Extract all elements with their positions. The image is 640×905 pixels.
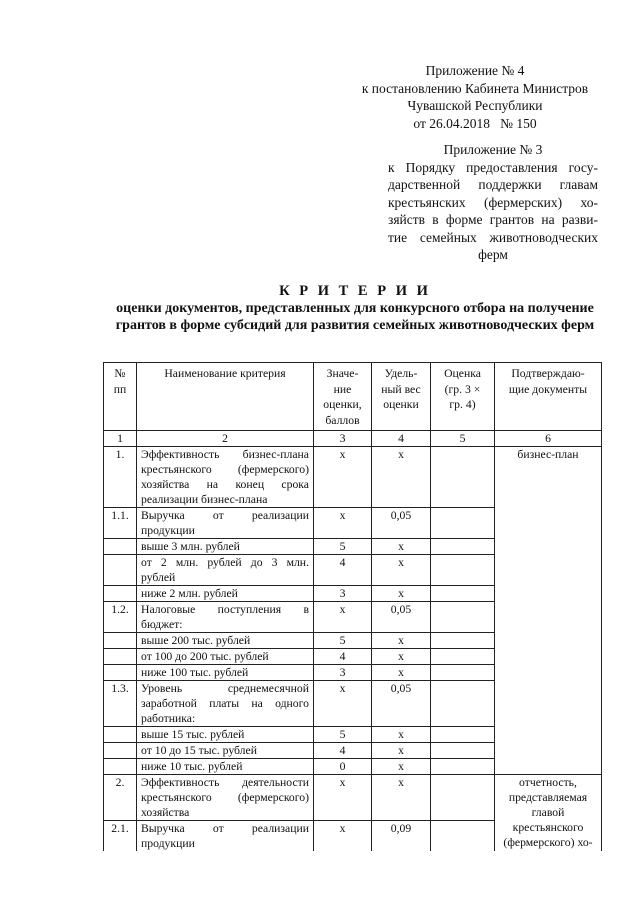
row-score: [431, 821, 495, 852]
row-weight: 0,09: [372, 821, 431, 852]
row-value: x: [314, 681, 372, 727]
row-weight: x: [372, 759, 431, 775]
row-value: x: [314, 775, 372, 821]
row-name: Налоговые поступления в бюджет:: [137, 602, 314, 633]
row-score: [431, 727, 495, 743]
row-num: [104, 665, 137, 681]
row-value: 5: [314, 727, 372, 743]
row-num: [104, 633, 137, 649]
row-weight: x: [372, 447, 431, 508]
row-weight: x: [372, 775, 431, 821]
row-weight: x: [372, 586, 431, 602]
row-weight: x: [372, 743, 431, 759]
appendix-3-last-line: ферм: [478, 247, 508, 262]
row-docs: отчетность, представляемая главой крестьянского (фермерского) хо-: [495, 775, 602, 852]
row-num: [104, 555, 137, 586]
row-num: 1.: [104, 447, 137, 508]
row-name: ниже 2 млн. рублей: [137, 586, 314, 602]
row-weight: x: [372, 633, 431, 649]
column-number: 5: [431, 431, 495, 447]
row-name: Выручка от реализации продукции: [137, 508, 314, 539]
appendix-3-line: дарственной поддержки главам: [388, 177, 598, 192]
appendix-4-line-2: Чувашской Республики: [407, 98, 543, 113]
row-weight: 0,05: [372, 681, 431, 727]
row-weight: x: [372, 665, 431, 681]
header-weight: Удель- ный вес оценки: [372, 363, 431, 431]
row-value: x: [314, 821, 372, 852]
row-num: [104, 649, 137, 665]
row-weight: x: [372, 555, 431, 586]
row-weight: x: [372, 727, 431, 743]
row-name: от 10 до 15 тыс. рублей: [137, 743, 314, 759]
appendix-3-line: к Порядку предоставления госу-: [388, 159, 598, 175]
criteria-heading: [70, 283, 640, 334]
row-weight: x: [372, 649, 431, 665]
row-name: ниже 10 тыс. рублей: [137, 759, 314, 775]
row-weight: 0,05: [372, 508, 431, 539]
row-num: 2.1.: [104, 821, 137, 852]
criteria-subtitle-line-2: грантов в форме субсидий для развития семейных животноводческих ферм: [115, 318, 595, 333]
appendix-3-line: крестьянских (фермерских) хо-: [388, 194, 598, 210]
criteria-title: К Р И Т Е Р И И: [279, 283, 431, 299]
header-value: Значе- ние оценки, баллов: [314, 363, 372, 431]
row-num: [104, 586, 137, 602]
column-number: 3: [314, 431, 372, 447]
appendix-3-title: Приложение № 3: [443, 142, 543, 157]
row-score: [431, 759, 495, 775]
column-number: 6: [495, 431, 602, 447]
column-number: 1: [104, 431, 137, 447]
row-weight: 0,05: [372, 602, 431, 633]
row-score: [431, 555, 495, 586]
row-name: Уровень среднемесячной заработной платы на одного работника:: [137, 681, 314, 727]
row-score: [431, 508, 495, 539]
column-number: 4: [372, 431, 431, 447]
row-score: [431, 633, 495, 649]
table-row: [104, 447, 602, 508]
header-num: № пп: [104, 363, 137, 431]
row-num: 1.1.: [104, 508, 137, 539]
row-value: 4: [314, 555, 372, 586]
row-value: 4: [314, 743, 372, 759]
row-score: [431, 775, 495, 821]
appendix-4-title: Приложение № 4: [425, 63, 525, 78]
row-name: выше 3 млн. рублей: [137, 539, 314, 555]
row-weight: x: [372, 539, 431, 555]
row-score: [431, 539, 495, 555]
row-score: [431, 743, 495, 759]
row-num: 1.3.: [104, 681, 137, 727]
row-num: [104, 539, 137, 555]
row-num: [104, 727, 137, 743]
row-score: [431, 649, 495, 665]
row-name: Эффективность бизнес-плана крестьянского (фермерского) хозяйства на конец срока реализации бизнес-плана: [137, 447, 314, 508]
appendix-3-block: [388, 141, 598, 264]
appendix-3-line: зяйств в форме грантов на разви-: [388, 212, 598, 227]
appendix-4-block: [330, 62, 620, 132]
table-header-row: [104, 363, 602, 431]
row-name: выше 200 тыс. рублей: [137, 633, 314, 649]
row-num: [104, 759, 137, 775]
row-score: [431, 681, 495, 727]
row-name: Выручка от реализации продукции: [137, 821, 314, 852]
column-number: 2: [137, 431, 314, 447]
header-name: Наименование критерия: [137, 363, 314, 431]
header-docs: Подтверждаю- щие документы: [495, 363, 602, 431]
row-name: от 2 млн. рублей до 3 млн. рублей: [137, 555, 314, 586]
table-row: [104, 775, 602, 821]
appendix-4-line-1: к постановлению Кабинета Министров: [361, 80, 589, 96]
row-num: 2.: [104, 775, 137, 821]
row-value: 5: [314, 539, 372, 555]
column-number-row: [104, 431, 602, 447]
row-name: ниже 100 тыс. рублей: [137, 665, 314, 681]
row-name: Эффективность деятельности крестьянского (фермерского) хозяйства: [137, 775, 314, 821]
appendix-3-line: тие семейных животноводческих: [388, 229, 598, 245]
row-score: [431, 586, 495, 602]
header-score: Оценка (гр. 3 × гр. 4): [431, 363, 495, 431]
criteria-table: [103, 362, 602, 851]
row-score: [431, 665, 495, 681]
row-docs: бизнес-план: [495, 447, 602, 775]
row-value: 3: [314, 586, 372, 602]
criteria-subtitle-line-1: оценки документов, представленных для конкурсного отбора на получение: [116, 301, 594, 316]
row-value: 3: [314, 665, 372, 681]
row-value: 0: [314, 759, 372, 775]
row-score: [431, 447, 495, 508]
row-score: [431, 602, 495, 633]
row-value: x: [314, 447, 372, 508]
row-num: 1.2.: [104, 602, 137, 633]
row-num: [104, 743, 137, 759]
appendix-4-line-3: от 26.04.2018 № 150: [413, 115, 537, 131]
row-value: x: [314, 508, 372, 539]
row-value: 4: [314, 649, 372, 665]
row-value: 5: [314, 633, 372, 649]
row-name: выше 15 тыс. рублей: [137, 727, 314, 743]
row-value: x: [314, 602, 372, 633]
row-name: от 100 до 200 тыс. рублей: [137, 649, 314, 665]
